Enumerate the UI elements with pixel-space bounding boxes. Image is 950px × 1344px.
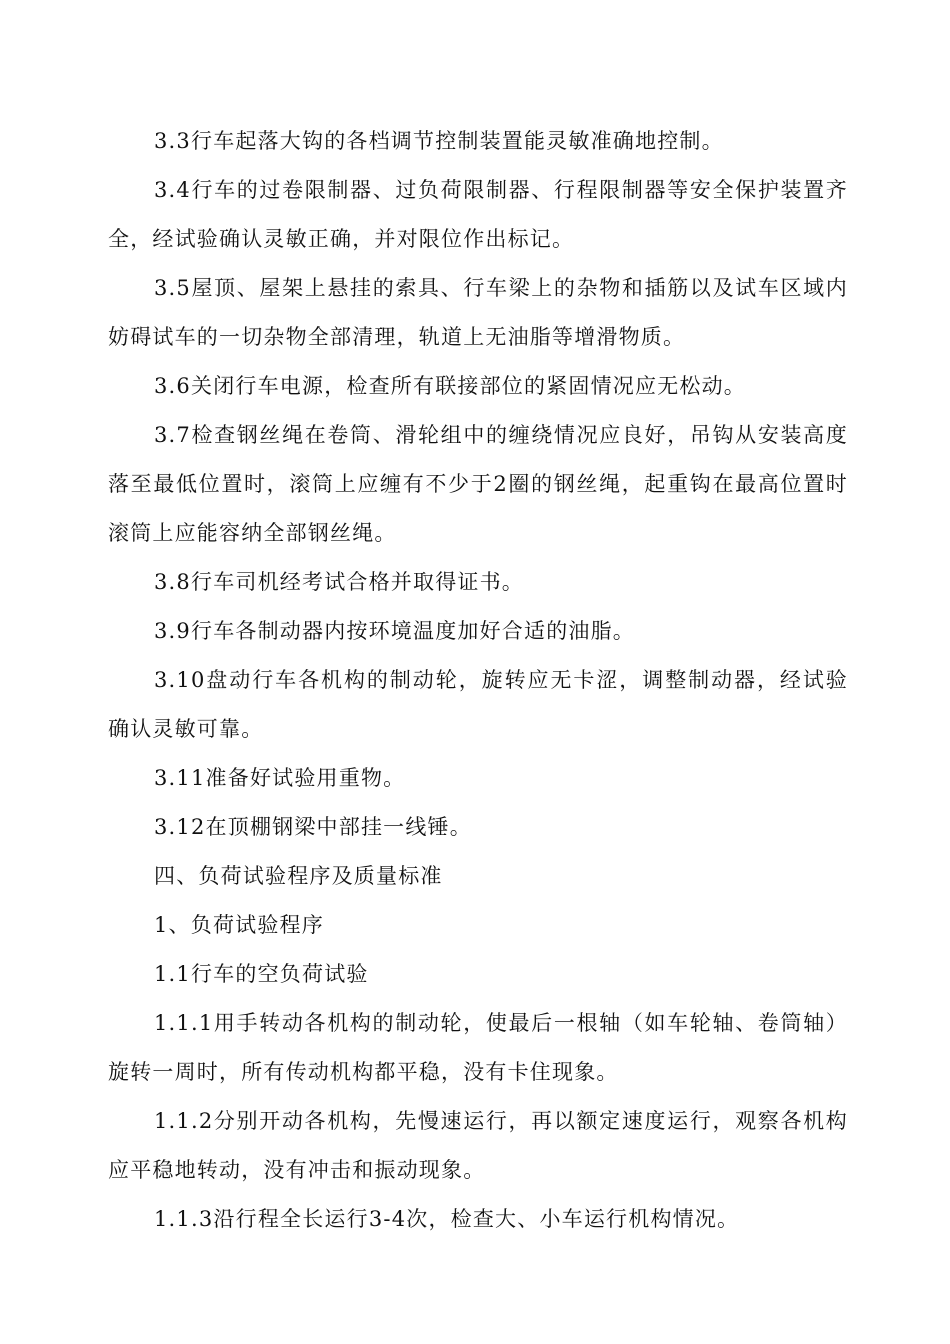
paragraph-3-10: 3.10盘动行车各机构的制动轮，旋转应无卡涩，调整制动器，经试验确认灵敏可靠。: [108, 668, 848, 741]
subsection-heading-1: 1、负荷试验程序: [154, 913, 324, 937]
section-heading-4: 四、负荷试验程序及质量标准: [154, 864, 443, 888]
paragraph-3-11: 3.11准备好试验用重物。: [154, 766, 406, 790]
paragraph-3-3: 3.3行车起落大钩的各档调节控制装置能灵敏准确地控制。: [154, 129, 724, 153]
paragraph-3-8: 3.8行车司机经考试合格并取得证书。: [154, 570, 524, 594]
paragraph-3-12: 3.12在顶棚钢梁中部挂一线锤。: [154, 815, 472, 839]
paragraph-3-4: 3.4行车的过卷限制器、过负荷限制器、行程限制器等安全保护装置齐全，经试验确认灵敏正确，并对限位作出标记。: [108, 178, 848, 251]
paragraph-3-5: 3.5屋顶、屋架上悬挂的索具、行车梁上的杂物和插筋以及试车区域内妨碍试车的一切杂物全部清理，轨道上无油脂等增滑物质。: [108, 276, 848, 349]
paragraph-3-6: 3.6关闭行车电源，检查所有联接部位的紧固情况应无松动。: [154, 374, 746, 398]
paragraph-3-7: 3.7检查钢丝绳在卷筒、滑轮组中的缠绕情况应良好，吊钩从安装高度落至最低位置时，滚筒上应缠有不少于2圈的钢丝绳，起重钩在最高位置时滚筒上应能容纳全部钢丝绳。: [108, 423, 848, 545]
paragraph-1-1-1: 1.1.1用手转动各机构的制动轮，使最后一根轴（如车轮轴、卷筒轴）旋转一周时，所有传动机构都平稳，没有卡住现象。: [108, 1011, 848, 1084]
paragraph-1-1-2: 1.1.2分别开动各机构，先慢速运行，再以额定速度运行，观察各机构应平稳地转动，没有冲击和振动现象。: [108, 1109, 848, 1182]
paragraph-3-9: 3.9行车各制动器内按环境温度加好合适的油脂。: [154, 619, 635, 643]
paragraph-1-1-3: 1.1.3沿行程全长运行3-4次，检查大、小车运行机构情况。: [154, 1207, 740, 1231]
subsection-heading-1-1: 1.1行车的空负荷试验: [154, 962, 369, 986]
